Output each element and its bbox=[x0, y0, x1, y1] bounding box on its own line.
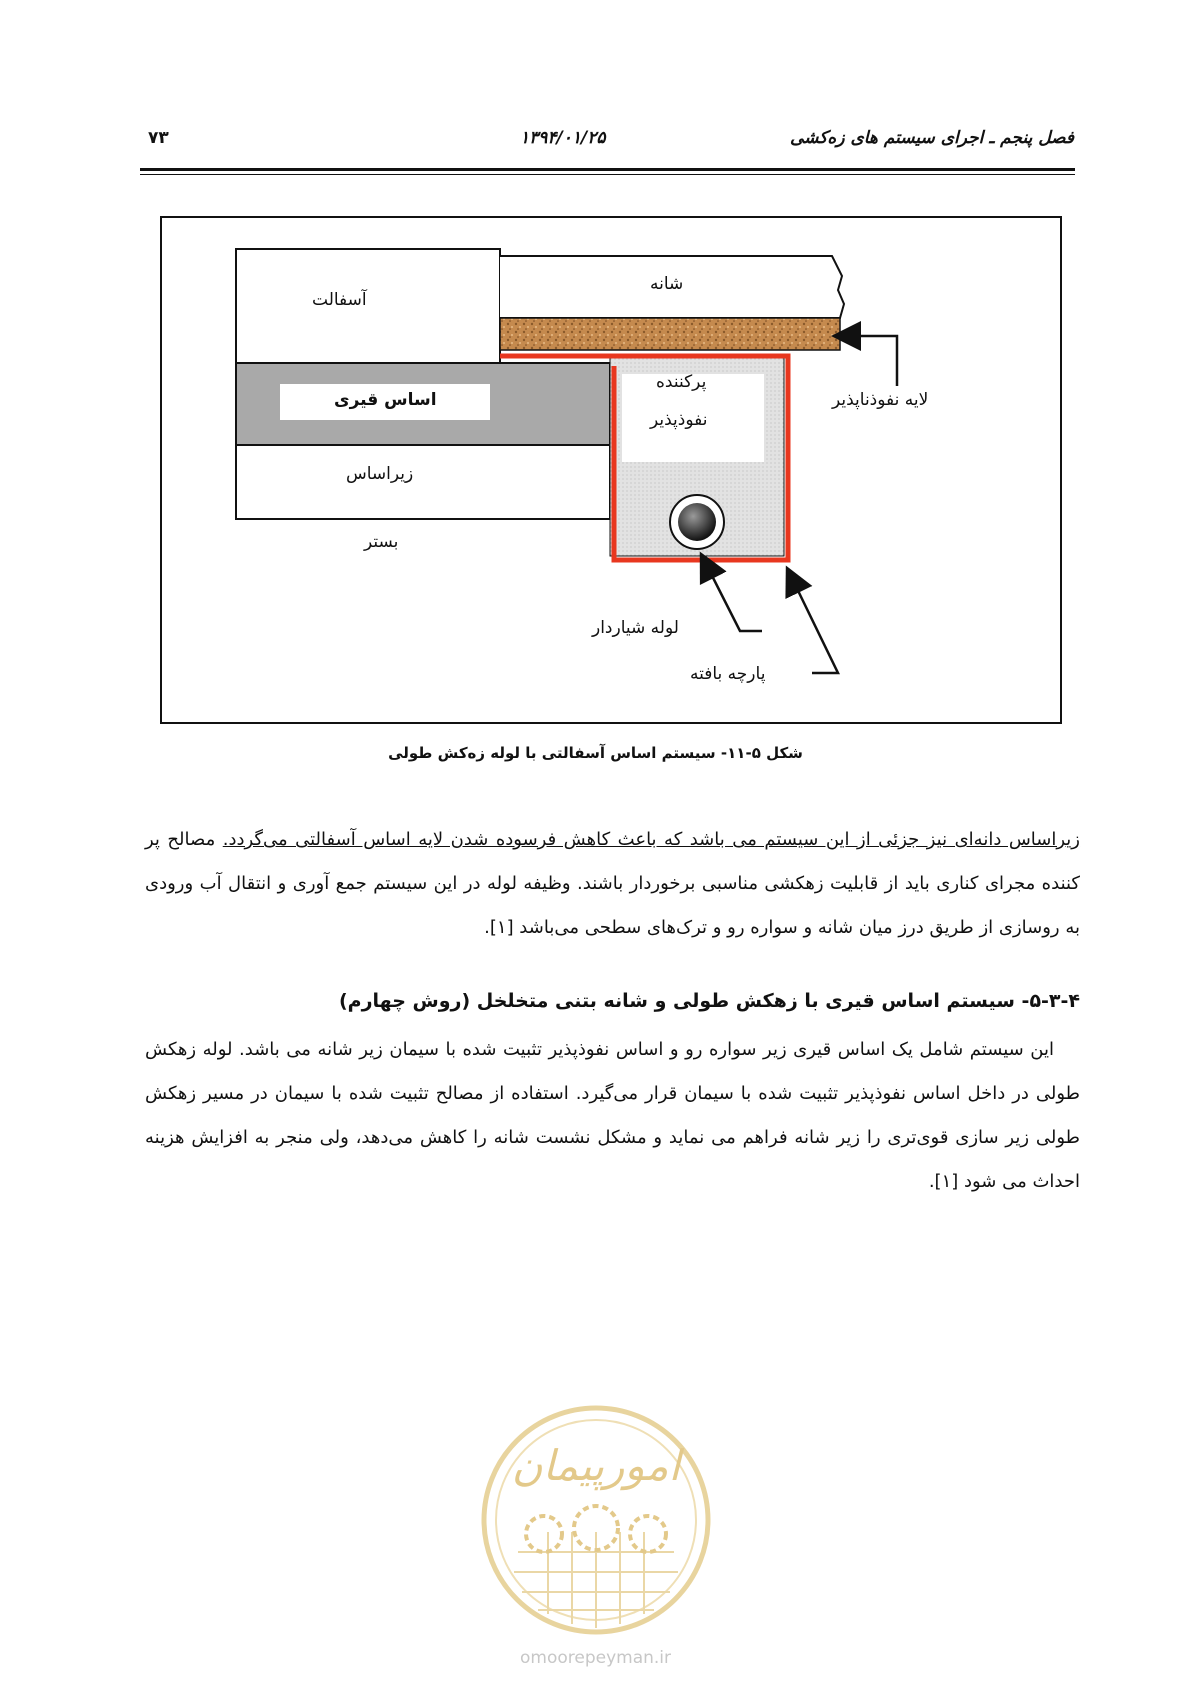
page-number: ۷۳ bbox=[148, 128, 169, 148]
label-asphalt: آسفالت bbox=[312, 290, 367, 310]
label-slotted-pipe: لوله شیاردار bbox=[592, 618, 679, 638]
label-filler-1: پرکننده bbox=[656, 372, 707, 392]
arrow-impermeable bbox=[836, 336, 897, 386]
pavement-diagram bbox=[160, 216, 1062, 724]
paragraph-1 bbox=[145, 818, 1080, 950]
watermark-seal-icon bbox=[478, 1402, 714, 1638]
header-rule-thick bbox=[140, 168, 1075, 171]
subbase-layer bbox=[236, 445, 610, 519]
paragraph-2: این سیستم شامل یک اساس قیری زیر سواره رو و اساس نفوذپذیر تثبیت شده با سیمان زیر شانه می باشد. لوله زهکش طولی در داخل اساس نفوذپذیر تثبیت شده با سیمان قرار می‌گیرد. استفاده از مصالح تثبیت شده با سیمان در مسیر زهکش طولی زیر سازی قوی‌تری را زیر شانه فراهم می نماید و مشکل نشست شانه را کاهش می‌دهد، ولی منجر به افزایش هزینه احداث می شود [۱]. bbox=[145, 1039, 1080, 1192]
pavement-diagram-svg bbox=[162, 218, 1060, 722]
impermeable-layer bbox=[500, 318, 840, 350]
label-woven-fabric: پارچه بافته bbox=[690, 664, 766, 684]
watermark-url: omoorepeyman.ir bbox=[519, 1648, 672, 1668]
header-date: ۱۳۹۴/۰۱/۲۵ bbox=[520, 128, 606, 148]
section-heading: ۵-۳-۴- سیستم اساس قیری با زهکش طولی و شانه بتنی متخلخل (روش چهارم) bbox=[338, 990, 1080, 1012]
asphalt-layer bbox=[236, 249, 500, 363]
slotted-pipe-core bbox=[678, 503, 716, 541]
arrow-fabric bbox=[788, 570, 838, 673]
watermark-logo bbox=[478, 1402, 714, 1638]
figure-caption: شکل ۵-۱۱- سیستم اساس آسفالتی با لوله زه‌کش طولی bbox=[388, 744, 803, 762]
label-bitumen-base: اساس قیری bbox=[334, 390, 437, 410]
svg-text:امورپیمان: امورپیمان bbox=[511, 1441, 681, 1490]
arrow-pipe bbox=[702, 556, 762, 631]
label-filler-2: نفوذپذیر bbox=[650, 410, 708, 430]
label-impermeable: لایه نفوذناپذیر bbox=[832, 390, 929, 410]
chapter-title: فصل پنجم ـ اجرای سیستم های زه‌کشی bbox=[789, 128, 1074, 148]
label-shoulder: شانه bbox=[650, 274, 684, 294]
paragraph-1-underlined: زیراساس دانه‌ای نیز جزئی از این سیستم می باشد که باعث کاهش فرسوده شدن لایه اساس آسفالتی می‌گردد. bbox=[222, 829, 1081, 850]
label-subbase: زیراساس bbox=[346, 464, 414, 484]
header-rule-thin bbox=[140, 174, 1075, 175]
label-bed: بستر bbox=[364, 532, 399, 552]
paragraph-1-rest: مصالح پر کننده مجرای کناری باید از قابلیت زهکشی مناسبی برخوردار باشند. وظیفه لوله در این سیستم جمع آوری و انتقال آب ورودی به روسازی از طریق درز میان شانه و سواره رو و ترک‌های سطحی می‌باشد [۱]. bbox=[145, 829, 1080, 938]
